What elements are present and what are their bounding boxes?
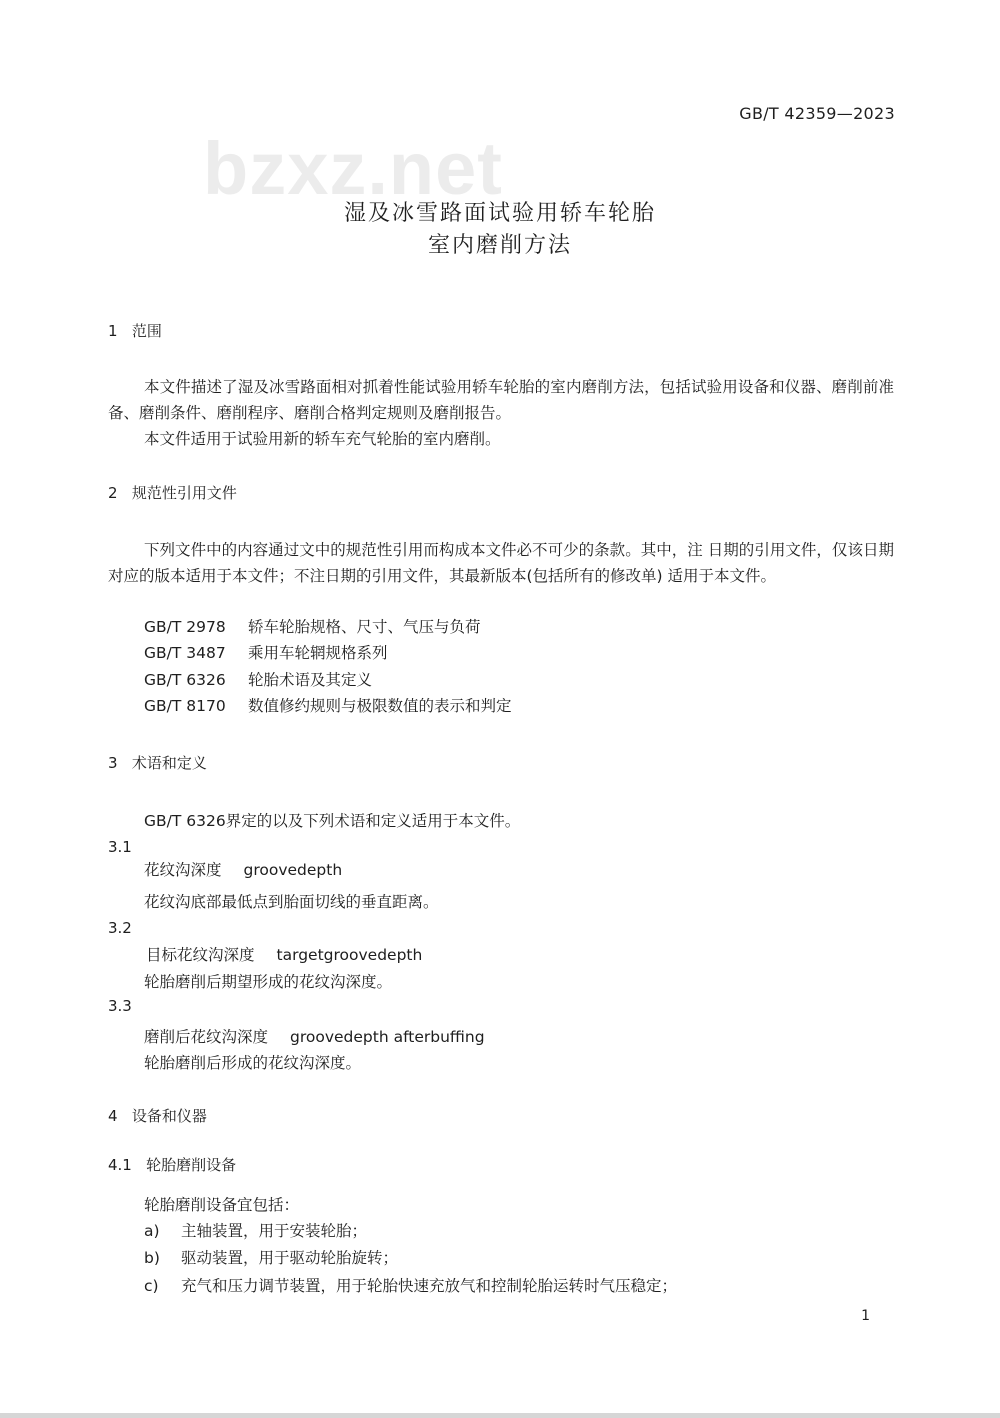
section-4-heading: [108, 1105, 207, 1126]
term-english: groovedepth afterbuffing: [290, 1028, 485, 1046]
term-name: [144, 1024, 485, 1050]
term-number: 3.2: [108, 919, 132, 937]
section-number: 2: [108, 484, 118, 502]
section-3-heading: [108, 752, 207, 773]
term-number: 3.3: [108, 997, 132, 1015]
section-1-paragraph-1: 本文件描述了湿及冰雪路面相对抓着性能试验用轿车轮胎的室内磨削方法，包括试验用设备和仪器、磨削前准备、磨削条件、磨削程序、磨削合格判定规则及磨削报告。: [108, 378, 894, 422]
list-text: 充气和压力调节装置，用于轮胎快速充放气和控制轮胎运转时气压稳定；: [181, 1277, 678, 1295]
reference-item: [144, 640, 388, 666]
list-marker: b): [144, 1249, 160, 1267]
standard-number: GB/T 42359—2023: [739, 104, 895, 123]
section-title: 范围: [131, 322, 162, 340]
list-text: 驱动装置，用于驱动轮胎旋转；: [181, 1249, 399, 1267]
reference-code: GB/T 2978: [144, 618, 226, 636]
list-item: [144, 1218, 367, 1244]
term-name: [144, 857, 342, 883]
section-title: 设备和仪器: [131, 1107, 207, 1125]
reference-code: GB/T 3487: [144, 644, 226, 662]
watermark: bzxz.net: [203, 127, 503, 210]
term-name: [146, 942, 422, 968]
subsection-intro: 轮胎磨削设备宜包括：: [144, 1196, 300, 1214]
subsection-title: 轮胎磨削设备: [146, 1156, 237, 1174]
reference-item: [144, 667, 372, 693]
section-1-heading: [108, 320, 162, 341]
page-number: 1: [861, 1308, 870, 1324]
page-bottom-edge: [0, 1413, 1000, 1418]
section-1-paragraph-2: 本文件适用于试验用新的轿车充气轮胎的室内磨削。: [144, 430, 501, 448]
document-title-line1: 湿及冰雪路面试验用轿车轮胎: [343, 201, 656, 226]
subsection-4-1-heading: [108, 1154, 236, 1175]
section-2-paragraph: 下列文件中的内容通过文中的规范性引用而构成本文件必不可少的条款。其中，注 日期的引用文件，仅该日期对应的版本适用于本文件；不注日期的引用文件，其最新版本(包括所有的修改单) 适用于本文件。: [108, 541, 894, 585]
term-chinese: 目标花纹沟深度: [146, 946, 255, 964]
term-definition: 轮胎磨削后形成的花纹沟深度。: [144, 1054, 362, 1072]
reference-code: GB/T 8170: [144, 697, 226, 715]
list-item: [144, 1245, 398, 1271]
term-chinese: 磨削后花纹沟深度: [144, 1028, 269, 1046]
document-title-line2: 室内磨削方法: [427, 233, 572, 258]
reference-title: 轿车轮胎规格、尺寸、气压与负荷: [248, 618, 481, 636]
term-number: 3.1: [108, 838, 132, 856]
list-item: [144, 1273, 677, 1299]
term-english: groovedepth: [243, 861, 343, 879]
reference-item: [144, 614, 481, 640]
section-title: 术语和定义: [131, 754, 207, 772]
section-2-heading: [108, 482, 237, 503]
term-chinese: 花纹沟深度: [144, 861, 222, 879]
section-number: 1: [108, 322, 118, 340]
reference-item: [144, 693, 512, 719]
subsection-number: 4.1: [108, 1156, 132, 1174]
term-english: targetgroovedepth: [276, 946, 423, 964]
section-title: 规范性引用文件: [131, 484, 237, 502]
reference-code: GB/T 6326: [144, 671, 226, 689]
section-number: 3: [108, 754, 118, 772]
list-text: 主轴装置，用于安装轮胎；: [181, 1222, 368, 1240]
list-marker: a): [144, 1222, 160, 1240]
term-definition: 花纹沟底部最低点到胎面切线的垂直距离。: [144, 893, 439, 911]
list-marker: c): [144, 1277, 159, 1295]
section-number: 4: [108, 1107, 118, 1125]
reference-title: 轮胎术语及其定义: [248, 671, 373, 689]
section-3-intro: GB/T 6326界定的以及下列术语和定义适用于本文件。: [144, 812, 521, 830]
term-definition: 轮胎磨削后期望形成的花纹沟深度。: [144, 973, 393, 991]
reference-title: 数值修约规则与极限数值的表示和判定: [248, 697, 512, 715]
reference-title: 乘用车轮辋规格系列: [248, 644, 388, 662]
